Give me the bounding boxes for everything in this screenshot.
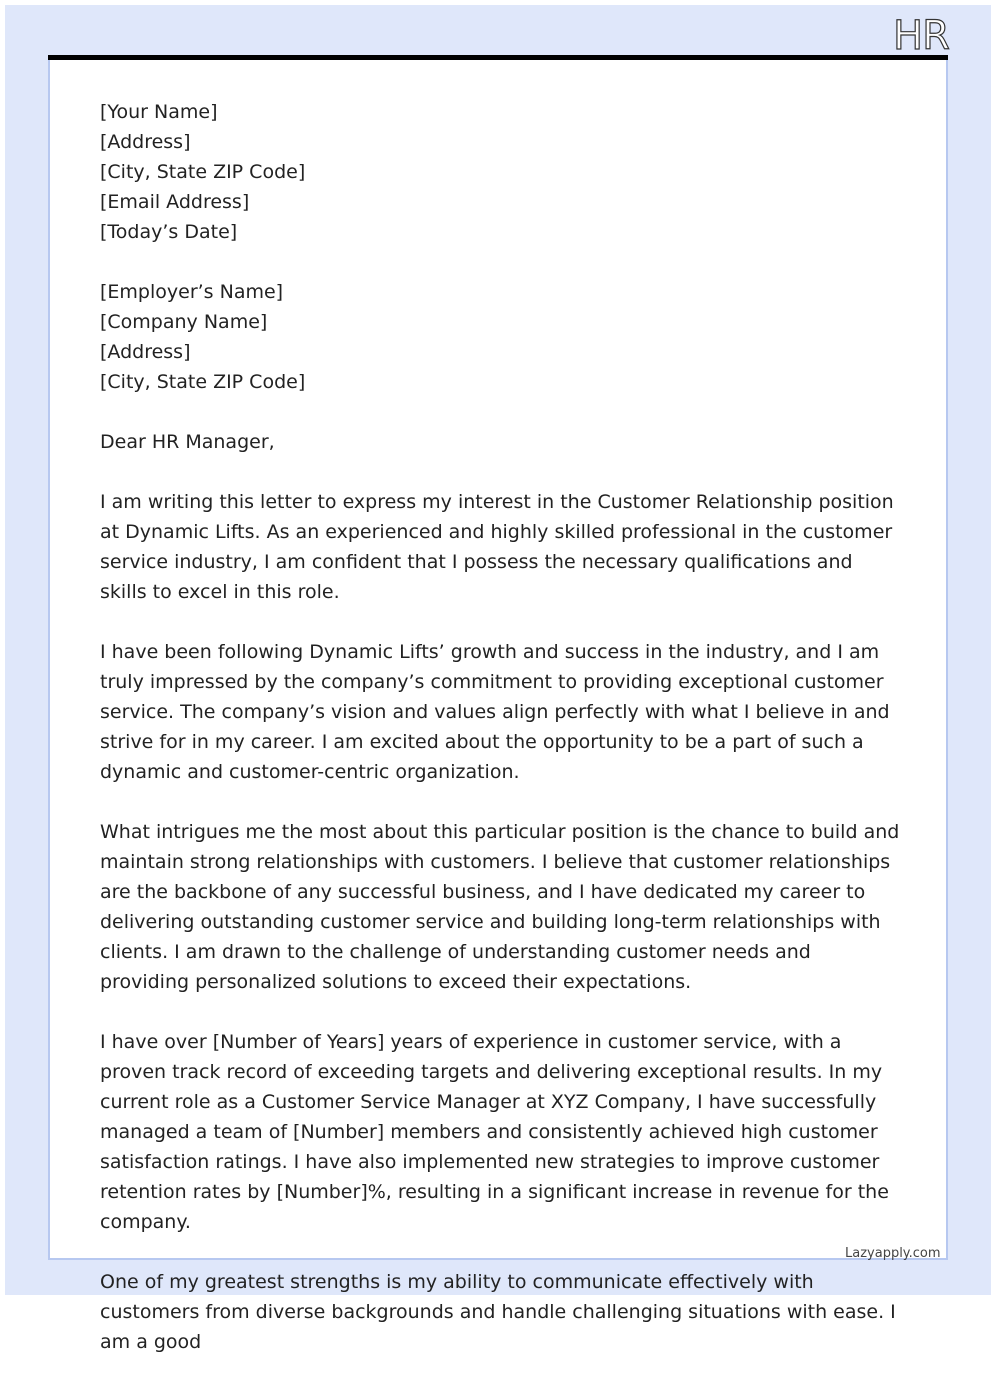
sender-name: [Your Name]: [100, 101, 218, 123]
sender-block: [100, 97, 900, 247]
hr-logo: HR: [893, 13, 949, 59]
employer-name: [Employer’s Name]: [100, 281, 284, 303]
sender-email: [Email Address]: [100, 191, 250, 213]
letter-date: [Today’s Date]: [100, 221, 238, 243]
recipient-block: [100, 277, 900, 397]
salutation: Dear HR Manager,: [100, 431, 275, 453]
sender-city-state-zip: [City, State ZIP Code]: [100, 161, 306, 183]
recipient-city-state-zip: [City, State ZIP Code]: [100, 371, 306, 393]
recipient-address: [Address]: [100, 341, 191, 363]
body-paragraph-3: What intrigues me the most about this particular position is the chance to build and maintain strong relationships with customers. I believe that customer relationships are the backbone of any successful business, and I have dedicated my career to delivering outstanding customer service and building long-term relationships with clients. I am drawn to the challenge of understanding customer needs and providing personalized solutions to exceed their expectations.: [100, 821, 900, 993]
body-paragraph-2: I have been following Dynamic Lifts’ growth and success in the industry, and I am truly impressed by the company’s commitment to providing exceptional customer service. The company’s vision and values align perfectly with what I believe in and strive for in my career. I am excited about the opportunity to be a part of such a dynamic and customer-centric organization.: [100, 641, 890, 783]
watermark-text: Lazyapply.com: [845, 1246, 941, 1261]
sender-address: [Address]: [100, 131, 191, 153]
body-paragraph-1: I am writing this letter to express my interest in the Customer Relationship position at Dynamic Lifts. As an experienced and highly skilled professional in the customer service industry, I am confident that I possess the necessary qualifications and skills to excel in this role.: [100, 491, 894, 603]
company-name: [Company Name]: [100, 311, 268, 333]
header-rule: [48, 55, 948, 60]
body-paragraph-4: I have over [Number of Years] years of experience in customer service, with a proven track record of exceeding targets and delivering exceptional results. In my current role as a Customer Service Manager at XYZ Company, I have successfully managed a team of [Number] members and consistently achieved high customer satisfaction ratings. I have also implemented new strategies to improve customer retention rates by [Number]%, resulting in a significant increase in revenue for the company.: [100, 1031, 889, 1233]
cover-letter: [100, 97, 900, 1387]
body-paragraph-5: One of my greatest strengths is my ability to communicate effectively with customers from diverse backgrounds and handle challenging situations with ease. I am a good: [100, 1271, 896, 1353]
